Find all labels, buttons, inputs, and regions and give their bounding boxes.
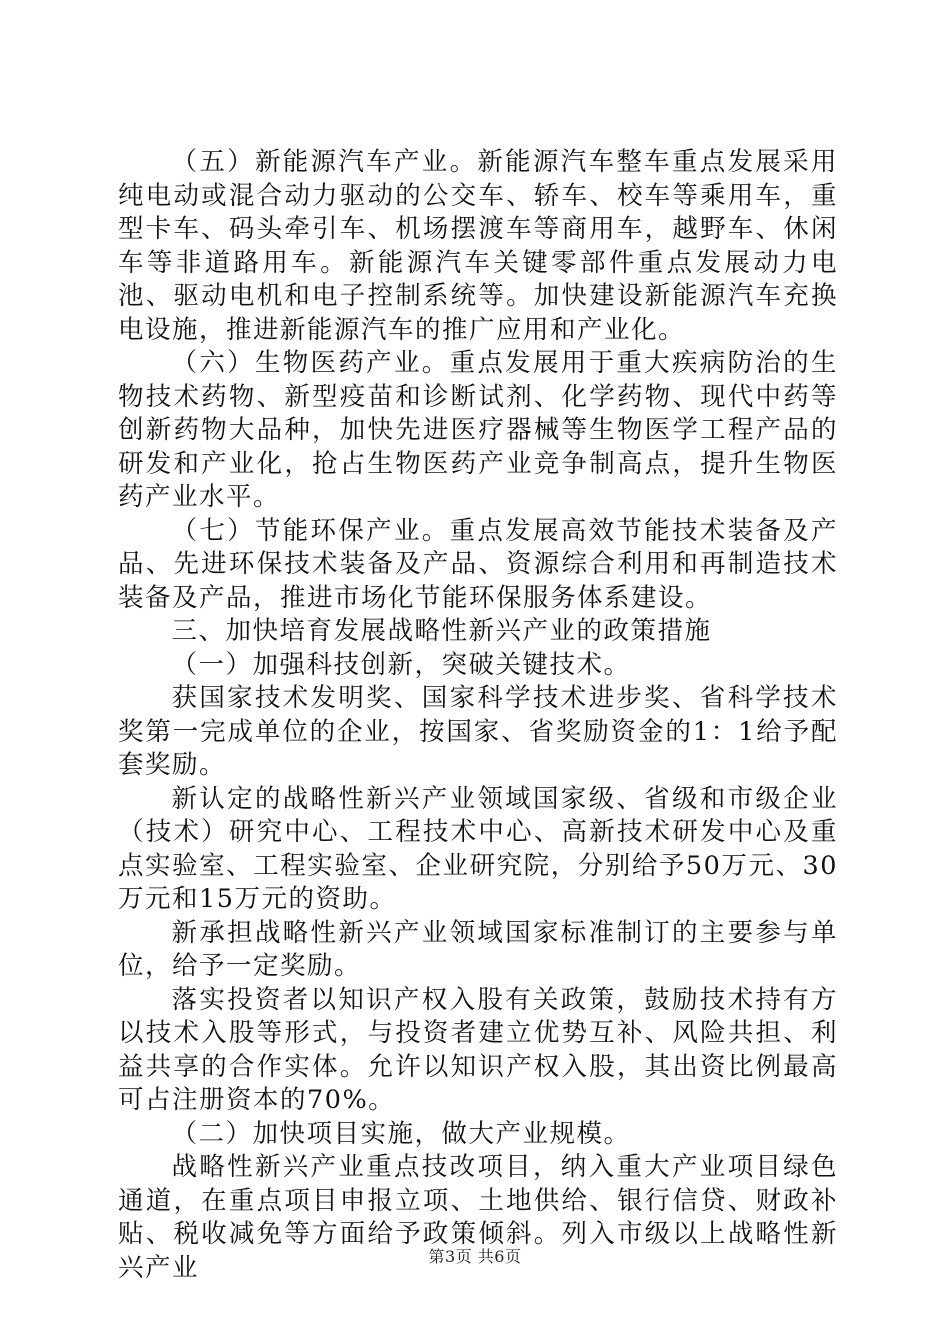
paragraph-new-energy-vehicles: （五）新能源汽车产业。新能源汽车整车重点发展采用纯电动或混合动力驱动的公交车、轿车、校车等乘用车，重型卡车、码头牵引车、机场摆渡车等商用车，越野车、休闲车等非道路用车。新能源汽车关键零部件重点发展动力电池、驱动电机和电子控制系统等。加快建设新能源汽车充换电设施，推进新能源汽车的推广应用和产业化。 [118, 147, 838, 345]
section-heading-policy-measures: 三、加快培育发展战略性新兴产业的政策措施 [171, 616, 712, 646]
paragraph-research-centers: 新认定的战略性新兴产业领域国家级、省级和市级企业（技术）研究中心、工程技术中心、高新技术研发中心及重点实验室、工程实验室、企业研究院，分别给予50万元、30万元和15万元的资助。 [118, 783, 838, 914]
subheading-tech-innovation: （一）加强科技创新，突破关键技术。 [171, 649, 631, 680]
page-number-footer: 第3页 共6页 [428, 1247, 522, 1266]
document-body [118, 146, 838, 1285]
paragraph-ip-investment: 落实投资者以知识产权入股有关政策，鼓励技术持有方以技术入股等形式，与投资者建立优势互补、风险共担、利益共享的合作实体。允许以知识产权入股，其出资比例最高可占注册资本的70%。 [118, 984, 838, 1115]
paragraph-award-matching: 获国家技术发明奖、国家科学技术进步奖、省科学技术奖第一完成单位的企业，按国家、省奖励资金的1：1给予配套奖励。 [118, 683, 838, 780]
paragraph-biomedicine: （六）生物医药产业。重点发展用于重大疾病防治的生物技术药物、新型疫苗和诊断试剂、化学药物、现代中药等创新药物大品种，加快先进医疗器械等生物医学工程产品的研发和产业化，抢占生物医药产业竞争制高点，提升生物医药产业水平。 [118, 348, 838, 512]
subheading-project-implementation: （二）加快项目实施，做大产业规模。 [171, 1118, 631, 1149]
paragraph-energy-saving: （七）节能环保产业。重点发展高效节能技术装备及产品、先进环保技术装备及产品、资源综合利用和再制造技术装备及产品，推进市场化节能环保服务体系建设。 [118, 515, 838, 613]
paragraph-standards: 新承担战略性新兴产业领域国家标准制订的主要参与单位，给予一定奖励。 [118, 917, 838, 981]
paragraph-key-projects: 战略性新兴产业重点技改项目，纳入重大产业项目绿色通道，在重点项目申报立项、土地供给、银行信贷、财政补贴、税收减免等方面给予政策倾斜。列入市级以上战略性新兴产业 [118, 1152, 838, 1283]
